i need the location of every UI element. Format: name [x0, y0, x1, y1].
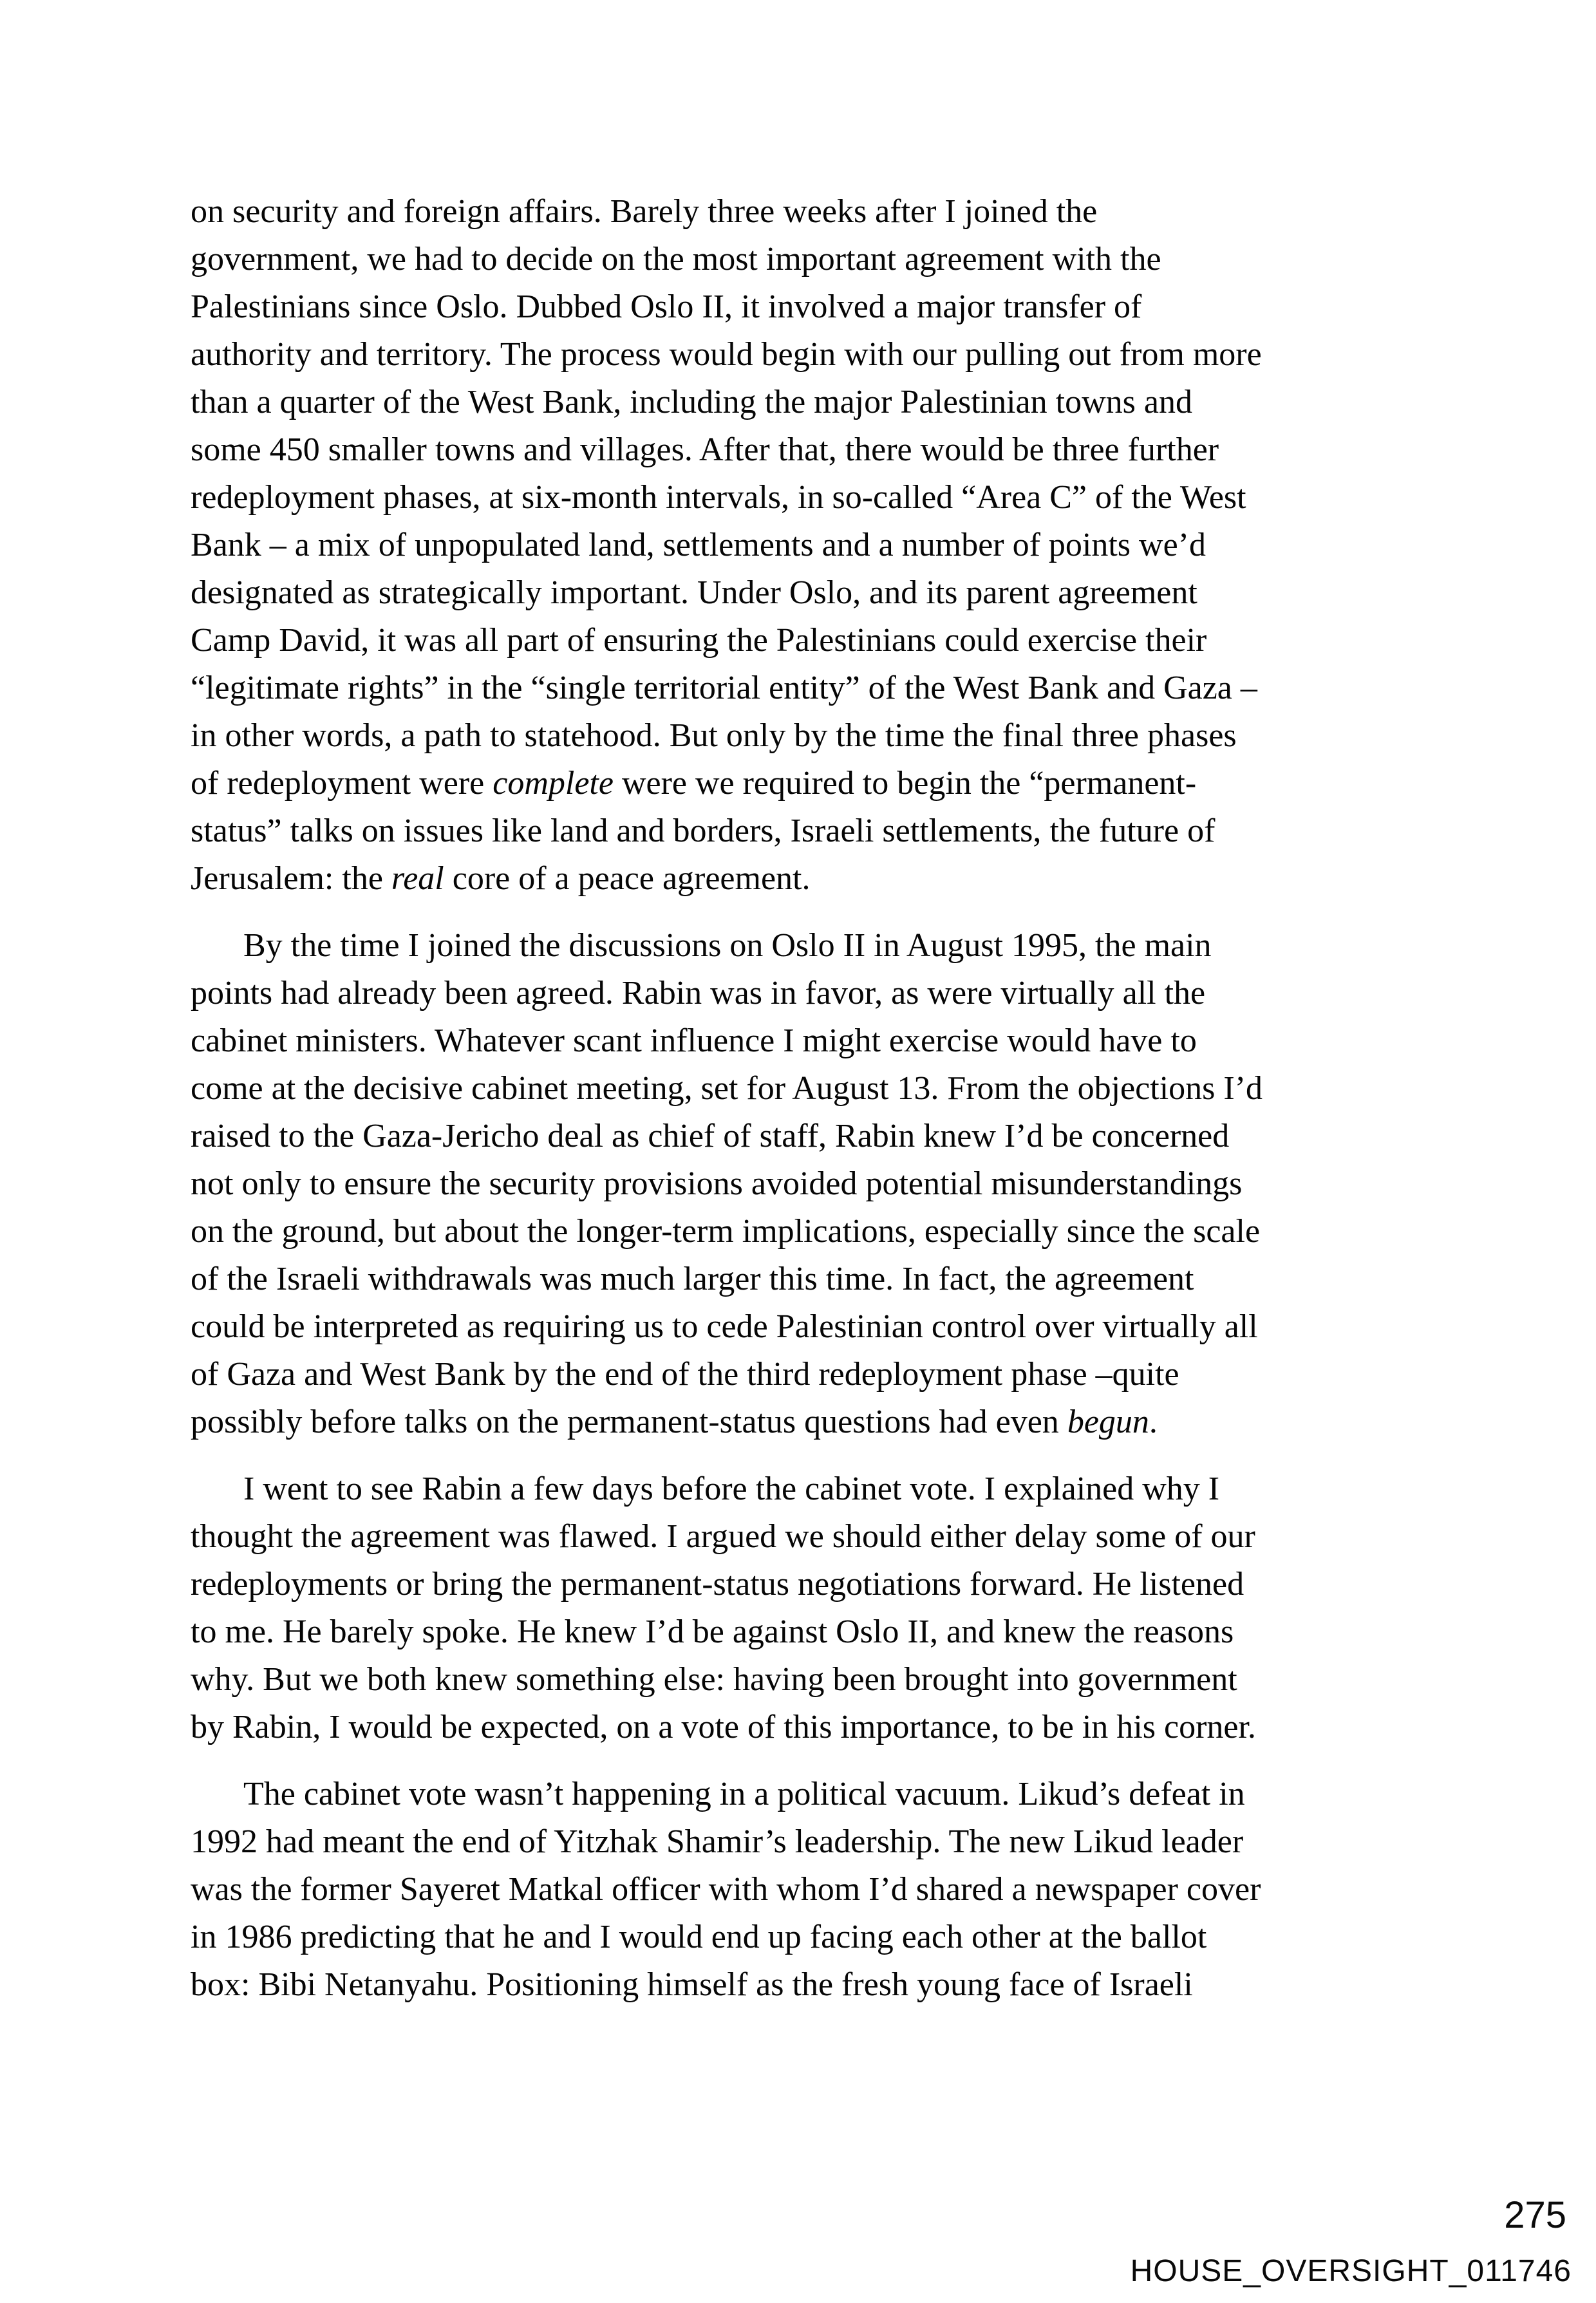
text-line: Palestinians since Oslo. Dubbed Oslo II, it involved a major transfer of	[191, 288, 1142, 325]
text-line: on security and foreign affairs. Barely three weeks after I joined the	[191, 193, 1098, 230]
text-line: The cabinet vote wasn’t happening in a political vacuum. Likud’s defeat in	[243, 1776, 1245, 1812]
body-text	[191, 188, 1433, 2009]
text-line: than a quarter of the West Bank, including the major Palestinian towns and	[191, 384, 1192, 420]
text-line: of redeployment were complete were we required to begin the “permanent-	[191, 765, 1197, 802]
text-line: “legitimate rights” in the “single territorial entity” of the West Bank and Gaza –	[191, 670, 1257, 706]
text-line: some 450 smaller towns and villages. After that, there would be three further	[191, 431, 1219, 468]
text-line: of the Israeli withdrawals was much larger this time. In fact, the agreement	[191, 1261, 1194, 1297]
text-line: points had already been agreed. Rabin was in favor, as were virtually all the	[191, 975, 1206, 1011]
paragraph	[191, 1465, 1433, 1751]
paragraph	[191, 1771, 1433, 2009]
text-line: by Rabin, I would be expected, on a vote of this importance, to be in his corner.	[191, 1709, 1256, 1745]
page-number: 275	[1504, 2194, 1566, 2236]
text-line: Jerusalem: the real core of a peace agreement.	[191, 860, 811, 897]
text-line: Bank – a mix of unpopulated land, settlements and a number of points we’d	[191, 527, 1206, 563]
text-line: was the former Sayeret Matkal officer with whom I’d shared a newspaper cover	[191, 1871, 1261, 1908]
text-line: not only to ensure the security provisions avoided potential misunderstandings	[191, 1165, 1243, 1202]
text-line: could be interpreted as requiring us to cede Palestinian control over virtually all	[191, 1308, 1258, 1345]
paragraph	[191, 922, 1433, 1446]
text-line: 1992 had meant the end of Yitzhak Shamir’s leadership. The new Likud leader	[191, 1823, 1244, 1860]
text-line: possibly before talks on the permanent-status questions had even begun.	[191, 1404, 1158, 1440]
text-line: to me. He barely spoke. He knew I’d be against Oslo II, and knew the reasons	[191, 1613, 1234, 1650]
text-line: By the time I joined the discussions on Oslo II in August 1995, the main	[243, 927, 1212, 964]
paragraph	[191, 188, 1433, 903]
text-line: on the ground, but about the longer-term implications, especially since the scale	[191, 1213, 1261, 1250]
text-line: Camp David, it was all part of ensuring the Palestinians could exercise their	[191, 622, 1207, 659]
text-line: authority and territory. The process would begin with our pulling out from more	[191, 336, 1262, 373]
text-line: redeployment phases, at six-month intervals, in so-called “Area C” of the West	[191, 479, 1246, 516]
text-line: cabinet ministers. Whatever scant influence I might exercise would have to	[191, 1022, 1197, 1059]
text-line: box: Bibi Netanyahu. Positioning himself as the fresh young face of Israeli	[191, 1966, 1193, 2003]
text-line: come at the decisive cabinet meeting, set for August 13. From the objections I’d	[191, 1070, 1263, 1107]
bates-stamp: HOUSE_OVERSIGHT_011746	[1130, 2254, 1572, 2288]
text-line: status” talks on issues like land and borders, Israeli settlements, the future of	[191, 813, 1216, 849]
text-line: I went to see Rabin a few days before the cabinet vote. I explained why I	[243, 1471, 1220, 1507]
text-line: in 1986 predicting that he and I would end up facing each other at the ballot	[191, 1919, 1207, 1955]
text-line: of Gaza and West Bank by the end of the third redeployment phase –quite	[191, 1356, 1179, 1393]
text-line: raised to the Gaza-Jericho deal as chief of staff, Rabin knew I’d be concerned	[191, 1118, 1230, 1154]
text-line: in other words, a path to statehood. But only by the time the final three phases	[191, 717, 1237, 754]
text-line: redeployments or bring the permanent-status negotiations forward. He listened	[191, 1566, 1244, 1603]
text-line: government, we had to decide on the most important agreement with the	[191, 241, 1161, 277]
text-line: thought the agreement was flawed. I argued we should either delay some of our	[191, 1518, 1255, 1555]
text-line: why. But we both knew something else: having been brought into government	[191, 1661, 1237, 1698]
text-line: designated as strategically important. Under Oslo, and its parent agreement	[191, 574, 1197, 611]
